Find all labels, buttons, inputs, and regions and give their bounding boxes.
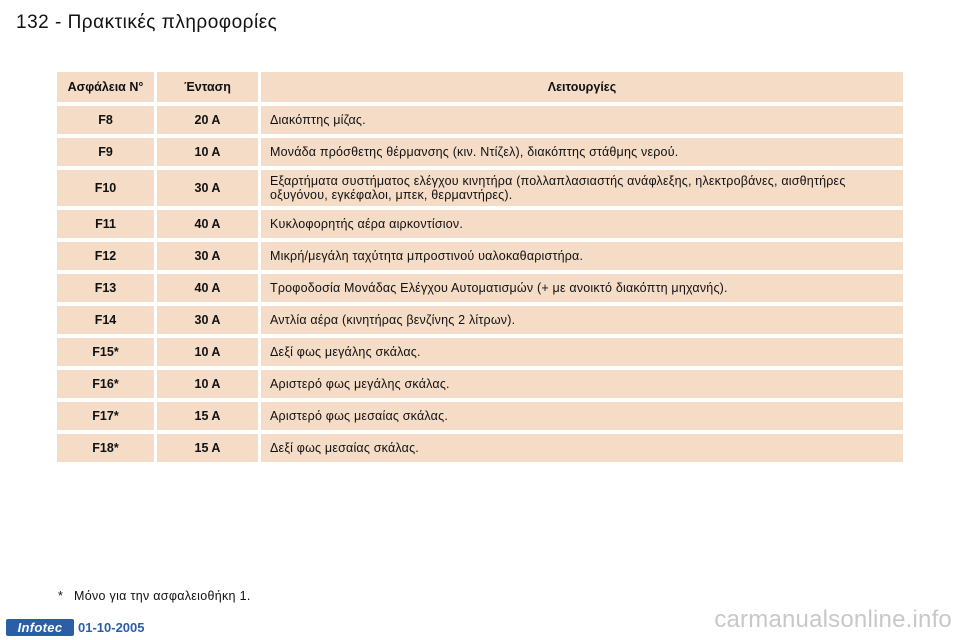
function-cell: Κυκλοφορητής αέρα αιρκοντίσιον. [261, 210, 903, 238]
amperage-cell: 30 A [157, 170, 261, 206]
amperage-cell: 15 A [157, 402, 261, 430]
fuse-number-cell: F9 [57, 138, 157, 166]
function-cell: Τροφοδοσία Μονάδας Ελέγχου Αυτοματισμών (+ με ανοικτό διακόπτη μηχανής). [261, 274, 903, 302]
table-row [57, 106, 903, 134]
amperage-cell: 40 A [157, 210, 261, 238]
function-cell: Δεξί φως μεσαίας σκάλας. [261, 434, 903, 462]
function-cell: Αριστερό φως μεγάλης σκάλας. [261, 370, 903, 398]
watermark: carmanualsonline.info [714, 606, 952, 633]
function-cell: Μικρή/μεγάλη ταχύτητα μπροστινού υαλοκαθαριστήρα. [261, 242, 903, 270]
amperage-cell: 30 A [157, 306, 261, 334]
fuse-table [57, 68, 903, 466]
table-row [57, 434, 903, 462]
function-cell: Αντλία αέρα (κινητήρας βενζίνης 2 λίτρων). [261, 306, 903, 334]
fuse-number-cell: F16* [57, 370, 157, 398]
function-cell: Δεξί φως μεγάλης σκάλας. [261, 338, 903, 366]
fuse-number-cell: F13 [57, 274, 157, 302]
table-row [57, 138, 903, 166]
fuse-number-cell: F12 [57, 242, 157, 270]
amperage-cell: 10 A [157, 370, 261, 398]
infotec-logo: Infotec [6, 619, 74, 636]
table-header-row [57, 72, 903, 102]
function-cell: Εξαρτήματα συστήματος ελέγχου κινητήρα (πολλαπλασιαστής ανάφλεξης, ηλεκτροβάνες, αισθητήρες οξυγόνου, εγκέφαλοι, μπεκ, θερμαντήρες). [261, 170, 903, 206]
fuse-number-cell: F18* [57, 434, 157, 462]
fuse-number-cell: F10 [57, 170, 157, 206]
amperage-cell: 15 A [157, 434, 261, 462]
amperage-cell: 10 A [157, 138, 261, 166]
fuse-number-cell: F15* [57, 338, 157, 366]
footnote [58, 589, 251, 603]
header-functions: Λειτουργίες [261, 72, 903, 102]
footnote-marker: * [58, 589, 64, 603]
header-amperage: Ένταση [157, 72, 261, 102]
fuse-number-cell: F11 [57, 210, 157, 238]
table-row [57, 370, 903, 398]
footer-date: 01-10-2005 [78, 620, 145, 635]
header-fuse-number: Ασφάλεια N° [57, 72, 157, 102]
table-row [57, 338, 903, 366]
table-row [57, 274, 903, 302]
amperage-cell: 10 A [157, 338, 261, 366]
table-row [57, 210, 903, 238]
table-row [57, 306, 903, 334]
table-row [57, 242, 903, 270]
page-title: 132 - Πρακτικές πληροφορίες [16, 12, 278, 33]
footnote-text: Μόνο για την ασφαλειοθήκη 1. [74, 589, 251, 603]
amperage-cell: 20 A [157, 106, 261, 134]
amperage-cell: 30 A [157, 242, 261, 270]
fuse-number-cell: F17* [57, 402, 157, 430]
fuse-number-cell: F14 [57, 306, 157, 334]
function-cell: Αριστερό φως μεσαίας σκάλας. [261, 402, 903, 430]
table-row [57, 170, 903, 206]
fuse-number-cell: F8 [57, 106, 157, 134]
function-cell: Διακόπτης μίζας. [261, 106, 903, 134]
fuse-table-body [57, 106, 903, 462]
function-cell: Μονάδα πρόσθετης θέρμανσης (κιν. Ντίζελ), διακόπτης στάθμης νερού. [261, 138, 903, 166]
table-row [57, 402, 903, 430]
amperage-cell: 40 A [157, 274, 261, 302]
